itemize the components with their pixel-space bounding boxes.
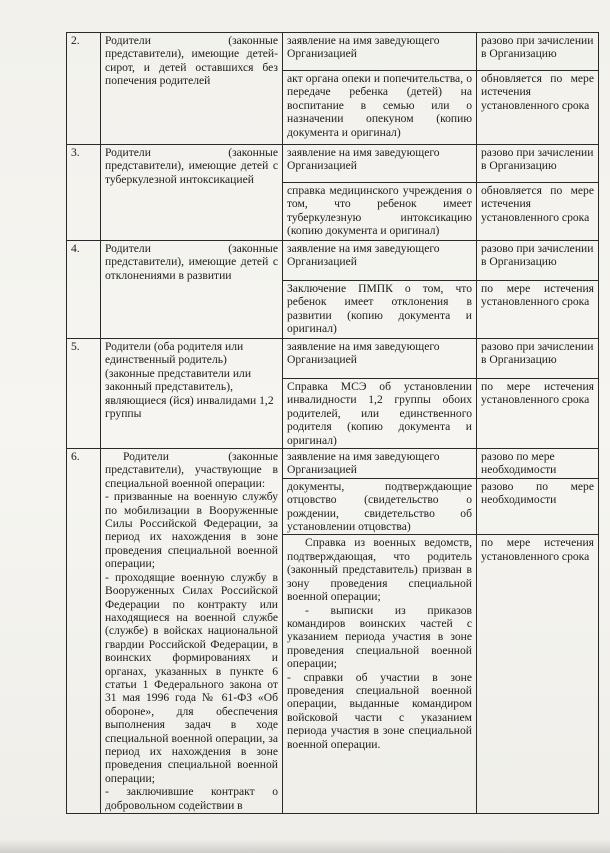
row-number: 4. [67, 241, 101, 339]
category-cell: Родители (оба родителя или единственный родитель) (законные представители или законный представитель), являющиеся (йся) инвалидами 1,2 группы [101, 339, 283, 449]
document-cell: Заключение ПМПК о том, что ребенок имеет отклонения в развитии (копию документа и оригинал) [283, 281, 477, 339]
term-cell: разово при зачислении в Организацию [477, 241, 599, 281]
table-row [67, 33, 599, 71]
document-cell: заявление на имя заведующего Организацией [283, 449, 477, 479]
term-cell: разово по мере необходимости [477, 449, 599, 479]
term-cell: по мере истечения установленного срока [477, 535, 599, 814]
category-intro: Родители (законные представители), участвующие в специальной военной операции: [105, 450, 278, 490]
category-cell: Родители (законные представители), имеющие детей-сирот, и детей оставшихся без попечения родителей [101, 33, 283, 145]
term-cell: обновляется по мере истечения установленного срока [477, 71, 599, 145]
category-list-item: - заключившие контракт о добровольном содействии в [105, 785, 278, 812]
category-cell [101, 449, 283, 814]
benefits-table [66, 32, 599, 814]
table-row [67, 449, 599, 479]
term-cell: разово по мере необходимости [477, 478, 599, 535]
document-cell: акт органа опеки и попечительства, о передаче ребенка (детей) на воспитание в семью или о назначении опекуном (копию документа и оригинал) [283, 71, 477, 145]
document-cell: заявление на имя заведующего Организацией [283, 339, 477, 379]
category-cell: Родители (законные представители), имеющие детей с туберкулезной интоксикацией [101, 145, 283, 241]
table-row [67, 241, 599, 281]
term-cell: обновляется по мере истечения установленного срока [477, 183, 599, 241]
category-list-item: - призванные на военную службу по мобилизации в Вооруженные Силы Российской Федерации, за период их нахождения в зоне проведения специальной военной операции; [105, 490, 278, 571]
document-list-item: - справки об участии в зоне проведения специальной военной операции, выданные командиром войсковой части с указанием периода участия в зоне специальной военной операции. [287, 670, 472, 751]
category-cell: Родители (законные представители), имеющие детей с отклонениями в развитии [101, 241, 283, 339]
document-cell [283, 535, 477, 814]
scan-edge-shadow [0, 839, 610, 853]
row-number: 2. [67, 33, 101, 145]
document-cell: справка медицинского учреждения о том, что ребенок имеет туберкулезную интоксикацию (копию документа и оригинал) [283, 183, 477, 241]
term-cell: по мере истечения установленного срока [477, 379, 599, 449]
row-number: 5. [67, 339, 101, 449]
document-cell: заявление на имя заведующего Организацией [283, 145, 477, 183]
row-number: 6. [67, 449, 101, 814]
document-list-item: Справка из военных ведомств, подтверждающая, что родитель (законный представитель) призван в зону проведения специальной военной операции; [287, 536, 472, 604]
category-list-item: - проходящие военную службу в Вооруженных Силах Российской Федерации по контракту или находящиеся на военной службе (службе) в войсках национальной гвардии Российской Федерации, в воинских формированиях и органах, указанных в пункте 6 статьи 1 Федерального закона от 31 мая 1996 года № 61-ФЗ «Об обороне», для обеспечения выполнения задач в ходе специальной военной операции, за период их нахождения в зоне проведения специальной военной операции; [105, 570, 278, 785]
document-cell: документы, подтверждающие отцовство (свидетельство о рождении, свидетельство об установлении отцовства) [283, 478, 477, 535]
term-cell: разово при зачислении в Организацию [477, 33, 599, 71]
document-cell: Справка МСЭ об установлении инвалидности 1,2 группы обоих родителей, или единственного родителя (копию документа и оригинал) [283, 379, 477, 449]
row-number: 3. [67, 145, 101, 241]
document-cell: заявление на имя заведующего Организацией [283, 241, 477, 281]
term-cell: по мере истечения установленного срока [477, 281, 599, 339]
table-row [67, 145, 599, 183]
table-row [67, 339, 599, 379]
term-cell: разово при зачислении в Организацию [477, 339, 599, 379]
term-cell: разово при зачислении в Организацию [477, 145, 599, 183]
document-list-item: - выписки из приказов командиров воинских частей с указанием периода участия в зоне проведения специальной военной операции; [287, 603, 472, 671]
document-cell: заявление на имя заведующего Организацией [283, 33, 477, 71]
